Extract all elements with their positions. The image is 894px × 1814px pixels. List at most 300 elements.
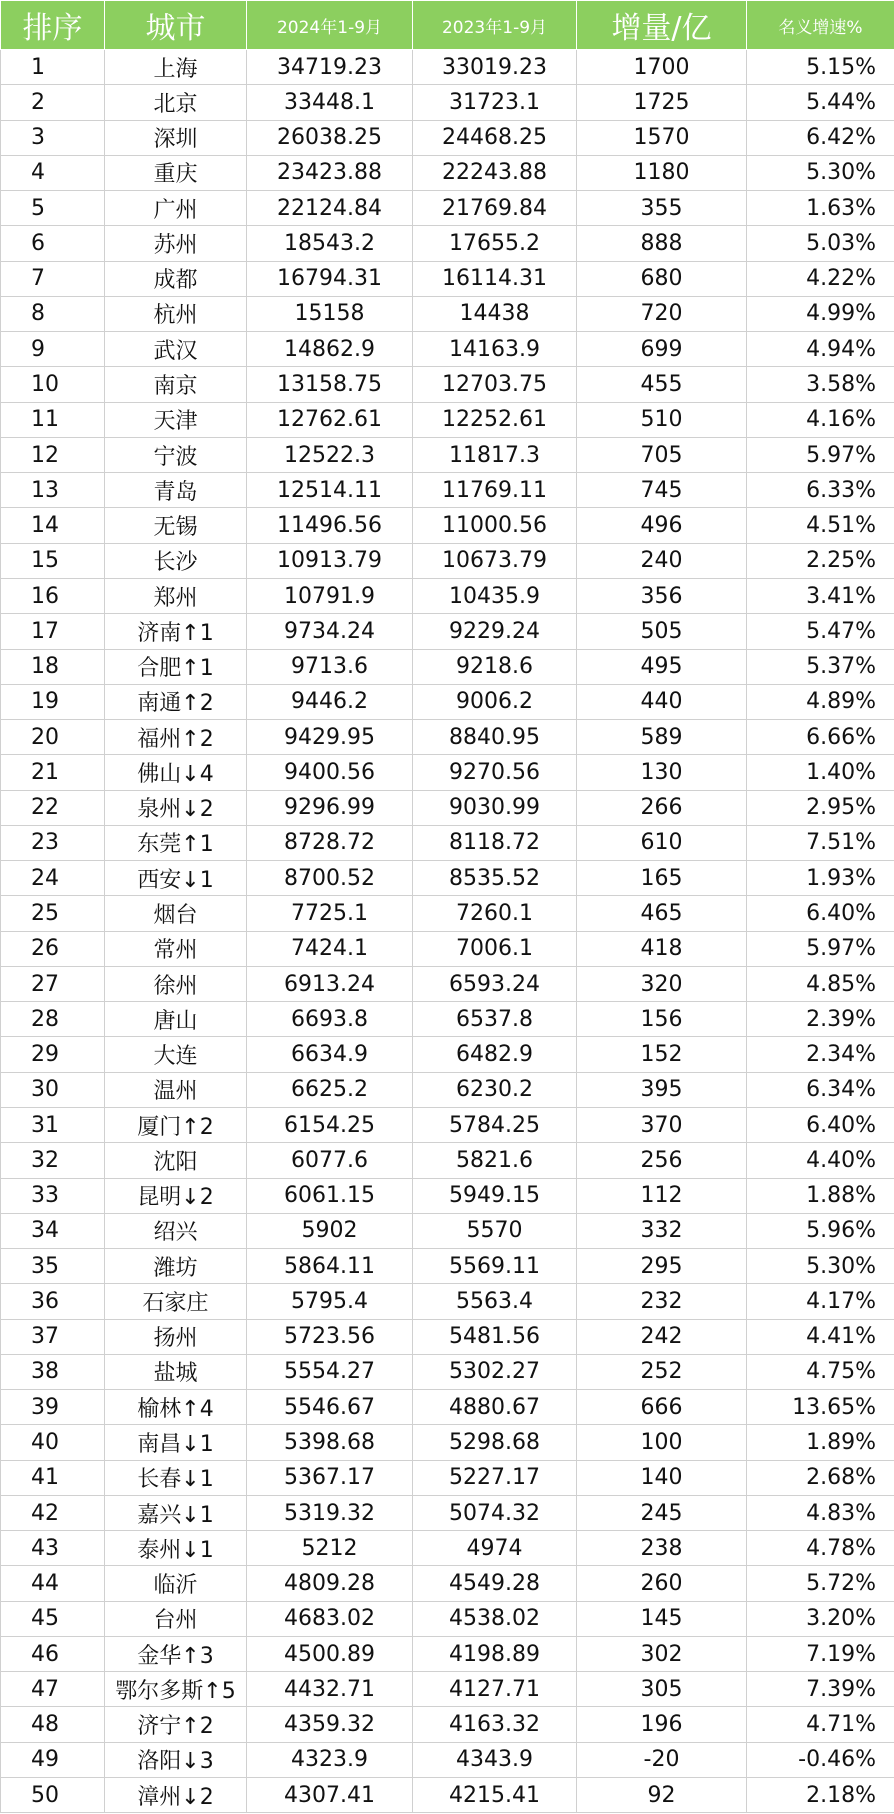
cell-growth: 1.89% (747, 1425, 894, 1460)
cell-growth: 1.63% (747, 191, 894, 226)
cell-gdp-2023: 7260.1 (413, 896, 577, 931)
cell-city: 唐山 (105, 1002, 247, 1037)
cell-gdp-2023: 17655.2 (413, 226, 577, 261)
cell-rank: 18 (1, 649, 105, 684)
cell-increment: 505 (577, 614, 747, 649)
cell-city: 郑州 (105, 578, 247, 613)
cell-city: 成都 (105, 261, 247, 296)
cell-growth: 4.89% (747, 684, 894, 719)
table-row (1, 1178, 894, 1213)
cell-increment: 455 (577, 367, 747, 402)
cell-growth: 6.66% (747, 720, 894, 755)
table-row (1, 1601, 894, 1636)
cell-increment: 699 (577, 332, 747, 367)
cell-increment: 745 (577, 473, 747, 508)
cell-city: 泰州↓1 (105, 1531, 247, 1566)
cell-growth: 4.94% (747, 332, 894, 367)
cell-city: 西安↓1 (105, 861, 247, 896)
cell-gdp-2023: 5570 (413, 1213, 577, 1248)
cell-growth: 5.30% (747, 1249, 894, 1284)
cell-gdp-2023: 8840.95 (413, 720, 577, 755)
cell-gdp-2024: 18543.2 (247, 226, 413, 261)
cell-rank: 47 (1, 1672, 105, 1707)
cell-growth: 2.34% (747, 1037, 894, 1072)
cell-increment: 242 (577, 1319, 747, 1354)
cell-increment: 238 (577, 1531, 747, 1566)
cell-rank: 25 (1, 896, 105, 931)
cell-growth: 5.97% (747, 931, 894, 966)
cell-city: 扬州 (105, 1319, 247, 1354)
cell-increment: 252 (577, 1354, 747, 1389)
cell-increment: 140 (577, 1460, 747, 1495)
cell-increment: -20 (577, 1742, 747, 1777)
cell-growth: 5.30% (747, 155, 894, 190)
cell-rank: 9 (1, 332, 105, 367)
table-row (1, 296, 894, 331)
table-row (1, 1319, 894, 1354)
cell-increment: 465 (577, 896, 747, 931)
cell-city: 南京 (105, 367, 247, 402)
cell-rank: 3 (1, 120, 105, 155)
cell-city: 长沙 (105, 543, 247, 578)
cell-rank: 48 (1, 1707, 105, 1742)
cell-gdp-2024: 5398.68 (247, 1425, 413, 1460)
table-row (1, 684, 894, 719)
cell-increment: 295 (577, 1249, 747, 1284)
table-row (1, 720, 894, 755)
cell-rank: 43 (1, 1531, 105, 1566)
table-row (1, 543, 894, 578)
cell-gdp-2023: 5298.68 (413, 1425, 577, 1460)
table-row (1, 1284, 894, 1319)
cell-rank: 10 (1, 367, 105, 402)
cell-city: 青岛 (105, 473, 247, 508)
table-row (1, 367, 894, 402)
cell-city: 厦门↑2 (105, 1107, 247, 1142)
cell-growth: 5.97% (747, 437, 894, 472)
cell-gdp-2023: 5302.27 (413, 1354, 577, 1389)
cell-rank: 27 (1, 966, 105, 1001)
cell-gdp-2024: 5212 (247, 1531, 413, 1566)
cell-gdp-2024: 14862.9 (247, 332, 413, 367)
cell-rank: 26 (1, 931, 105, 966)
cell-growth: 6.40% (747, 896, 894, 931)
cell-growth: 7.19% (747, 1636, 894, 1671)
cell-increment: 1700 (577, 50, 747, 85)
cell-rank: 6 (1, 226, 105, 261)
cell-gdp-2023: 4880.67 (413, 1390, 577, 1425)
cell-gdp-2023: 11000.56 (413, 508, 577, 543)
cell-gdp-2024: 4683.02 (247, 1601, 413, 1636)
table-row (1, 85, 894, 120)
cell-gdp-2024: 12762.61 (247, 402, 413, 437)
cell-gdp-2024: 9713.6 (247, 649, 413, 684)
cell-city: 石家庄 (105, 1284, 247, 1319)
cell-gdp-2023: 9229.24 (413, 614, 577, 649)
cell-increment: 332 (577, 1213, 747, 1248)
cell-gdp-2024: 7424.1 (247, 931, 413, 966)
cell-growth: 6.42% (747, 120, 894, 155)
table-row (1, 825, 894, 860)
cell-city: 洛阳↓3 (105, 1742, 247, 1777)
cell-increment: 145 (577, 1601, 747, 1636)
cell-growth: 1.40% (747, 755, 894, 790)
cell-gdp-2023: 5569.11 (413, 1249, 577, 1284)
cell-growth: 7.39% (747, 1672, 894, 1707)
table-row (1, 861, 894, 896)
header-2023: 2023年1-9月 (413, 1, 577, 50)
cell-gdp-2023: 8118.72 (413, 825, 577, 860)
header-growth: 名义增速% (747, 1, 894, 50)
cell-city: 潍坊 (105, 1249, 247, 1284)
cell-rank: 20 (1, 720, 105, 755)
cell-gdp-2024: 11496.56 (247, 508, 413, 543)
cell-gdp-2023: 21769.84 (413, 191, 577, 226)
cell-gdp-2023: 5481.56 (413, 1319, 577, 1354)
cell-gdp-2024: 4432.71 (247, 1672, 413, 1707)
cell-gdp-2023: 5074.32 (413, 1495, 577, 1530)
cell-city: 福州↑2 (105, 720, 247, 755)
table-row (1, 1742, 894, 1777)
cell-city: 金华↑3 (105, 1636, 247, 1671)
cell-rank: 46 (1, 1636, 105, 1671)
cell-city: 武汉 (105, 332, 247, 367)
table-row (1, 931, 894, 966)
cell-increment: 165 (577, 861, 747, 896)
cell-city: 温州 (105, 1072, 247, 1107)
cell-gdp-2024: 5795.4 (247, 1284, 413, 1319)
cell-increment: 112 (577, 1178, 747, 1213)
cell-increment: 260 (577, 1566, 747, 1601)
cell-rank: 17 (1, 614, 105, 649)
cell-gdp-2024: 6061.15 (247, 1178, 413, 1213)
cell-gdp-2023: 14163.9 (413, 332, 577, 367)
cell-growth: 4.71% (747, 1707, 894, 1742)
cell-growth: 2.39% (747, 1002, 894, 1037)
cell-city: 宁波 (105, 437, 247, 472)
cell-growth: 3.58% (747, 367, 894, 402)
table-row (1, 755, 894, 790)
cell-gdp-2023: 4549.28 (413, 1566, 577, 1601)
cell-gdp-2023: 9030.99 (413, 790, 577, 825)
table-row (1, 120, 894, 155)
table-row (1, 1143, 894, 1178)
cell-gdp-2023: 4163.32 (413, 1707, 577, 1742)
header-row (1, 1, 894, 50)
cell-gdp-2024: 5902 (247, 1213, 413, 1248)
cell-increment: 510 (577, 402, 747, 437)
cell-increment: 320 (577, 966, 747, 1001)
cell-gdp-2023: 9006.2 (413, 684, 577, 719)
cell-city: 鄂尔多斯↑5 (105, 1672, 247, 1707)
cell-increment: 232 (577, 1284, 747, 1319)
cell-increment: 130 (577, 755, 747, 790)
cell-increment: 245 (577, 1495, 747, 1530)
cell-growth: 6.34% (747, 1072, 894, 1107)
cell-rank: 50 (1, 1778, 105, 1813)
cell-rank: 1 (1, 50, 105, 85)
table-row (1, 649, 894, 684)
cell-growth: 5.15% (747, 50, 894, 85)
cell-growth: 6.40% (747, 1107, 894, 1142)
cell-city: 漳州↓2 (105, 1778, 247, 1813)
cell-gdp-2024: 6625.2 (247, 1072, 413, 1107)
cell-city: 榆林↑4 (105, 1390, 247, 1425)
cell-growth: 4.41% (747, 1319, 894, 1354)
cell-gdp-2023: 8535.52 (413, 861, 577, 896)
cell-growth: 4.78% (747, 1531, 894, 1566)
cell-city: 北京 (105, 85, 247, 120)
cell-city: 南通↑2 (105, 684, 247, 719)
cell-rank: 30 (1, 1072, 105, 1107)
cell-gdp-2023: 5821.6 (413, 1143, 577, 1178)
table-row (1, 332, 894, 367)
cell-increment: 302 (577, 1636, 747, 1671)
cell-gdp-2024: 5546.67 (247, 1390, 413, 1425)
cell-gdp-2023: 6230.2 (413, 1072, 577, 1107)
cell-growth: 4.16% (747, 402, 894, 437)
cell-city: 广州 (105, 191, 247, 226)
cell-gdp-2024: 4323.9 (247, 1742, 413, 1777)
cell-city: 昆明↓2 (105, 1178, 247, 1213)
table-row (1, 790, 894, 825)
table-row (1, 1425, 894, 1460)
cell-growth: 6.33% (747, 473, 894, 508)
cell-gdp-2024: 8728.72 (247, 825, 413, 860)
cell-rank: 15 (1, 543, 105, 578)
cell-growth: 4.99% (747, 296, 894, 331)
cell-gdp-2023: 6537.8 (413, 1002, 577, 1037)
table-row (1, 1037, 894, 1072)
cell-city: 济南↑1 (105, 614, 247, 649)
cell-increment: 888 (577, 226, 747, 261)
cell-gdp-2023: 16114.31 (413, 261, 577, 296)
cell-growth: 4.17% (747, 1284, 894, 1319)
cell-city: 嘉兴↓1 (105, 1495, 247, 1530)
table-row (1, 50, 894, 85)
cell-rank: 13 (1, 473, 105, 508)
cell-increment: 240 (577, 543, 747, 578)
cell-rank: 37 (1, 1319, 105, 1354)
cell-growth: 1.88% (747, 1178, 894, 1213)
cell-growth: 3.41% (747, 578, 894, 613)
cell-gdp-2023: 12252.61 (413, 402, 577, 437)
cell-gdp-2024: 5864.11 (247, 1249, 413, 1284)
cell-gdp-2023: 4198.89 (413, 1636, 577, 1671)
cell-rank: 11 (1, 402, 105, 437)
cell-increment: 395 (577, 1072, 747, 1107)
header-2024: 2024年1-9月 (247, 1, 413, 50)
cell-gdp-2024: 4359.32 (247, 1707, 413, 1742)
cell-rank: 7 (1, 261, 105, 296)
cell-rank: 22 (1, 790, 105, 825)
cell-city: 苏州 (105, 226, 247, 261)
cell-gdp-2023: 6482.9 (413, 1037, 577, 1072)
table-row (1, 1249, 894, 1284)
table-row (1, 155, 894, 190)
cell-rank: 34 (1, 1213, 105, 1248)
cell-growth: 3.20% (747, 1601, 894, 1636)
cell-gdp-2023: 4538.02 (413, 1601, 577, 1636)
cell-gdp-2024: 5554.27 (247, 1354, 413, 1389)
cell-increment: 680 (577, 261, 747, 296)
cell-city: 深圳 (105, 120, 247, 155)
cell-increment: 305 (577, 1672, 747, 1707)
cell-gdp-2024: 5367.17 (247, 1460, 413, 1495)
cell-increment: 356 (577, 578, 747, 613)
cell-city: 泉州↓2 (105, 790, 247, 825)
cell-gdp-2024: 12514.11 (247, 473, 413, 508)
table-row (1, 1495, 894, 1530)
cell-growth: 4.85% (747, 966, 894, 1001)
cell-city: 上海 (105, 50, 247, 85)
cell-gdp-2023: 31723.1 (413, 85, 577, 120)
cell-rank: 44 (1, 1566, 105, 1601)
cell-increment: 720 (577, 296, 747, 331)
cell-increment: 440 (577, 684, 747, 719)
table-row (1, 578, 894, 613)
cell-gdp-2024: 4809.28 (247, 1566, 413, 1601)
cell-city: 南昌↓1 (105, 1425, 247, 1460)
cell-gdp-2024: 7725.1 (247, 896, 413, 931)
table-row (1, 1707, 894, 1742)
cell-city: 烟台 (105, 896, 247, 931)
cell-rank: 36 (1, 1284, 105, 1319)
cell-increment: 418 (577, 931, 747, 966)
cell-increment: 156 (577, 1002, 747, 1037)
cell-rank: 2 (1, 85, 105, 120)
cell-increment: 152 (577, 1037, 747, 1072)
cell-gdp-2024: 6077.6 (247, 1143, 413, 1178)
cell-city: 盐城 (105, 1354, 247, 1389)
cell-growth: 5.37% (747, 649, 894, 684)
cell-city: 济宁↑2 (105, 1707, 247, 1742)
cell-gdp-2023: 5949.15 (413, 1178, 577, 1213)
cell-city: 台州 (105, 1601, 247, 1636)
header-rank: 排序 (1, 1, 105, 50)
cell-increment: 92 (577, 1778, 747, 1813)
cell-gdp-2024: 34719.23 (247, 50, 413, 85)
cell-gdp-2023: 24468.25 (413, 120, 577, 155)
cell-increment: 610 (577, 825, 747, 860)
cell-rank: 29 (1, 1037, 105, 1072)
cell-rank: 12 (1, 437, 105, 472)
cell-increment: 589 (577, 720, 747, 755)
cell-city: 大连 (105, 1037, 247, 1072)
cell-rank: 31 (1, 1107, 105, 1142)
cell-increment: 1180 (577, 155, 747, 190)
cell-growth: 2.68% (747, 1460, 894, 1495)
header-increment: 增量/亿 (577, 1, 747, 50)
cell-growth: 5.47% (747, 614, 894, 649)
cell-growth: 2.25% (747, 543, 894, 578)
cell-rank: 5 (1, 191, 105, 226)
cell-gdp-2024: 9446.2 (247, 684, 413, 719)
cell-city: 临沂 (105, 1566, 247, 1601)
cell-gdp-2023: 33019.23 (413, 50, 577, 85)
cell-rank: 33 (1, 1178, 105, 1213)
cell-gdp-2024: 8700.52 (247, 861, 413, 896)
cell-gdp-2024: 26038.25 (247, 120, 413, 155)
cell-increment: 666 (577, 1390, 747, 1425)
cell-increment: 705 (577, 437, 747, 472)
cell-growth: 5.96% (747, 1213, 894, 1248)
table-row (1, 226, 894, 261)
table-row (1, 1213, 894, 1248)
cell-gdp-2024: 5319.32 (247, 1495, 413, 1530)
table-row (1, 1460, 894, 1495)
table-row (1, 261, 894, 296)
cell-gdp-2023: 11817.3 (413, 437, 577, 472)
cell-rank: 16 (1, 578, 105, 613)
cell-growth: 5.03% (747, 226, 894, 261)
cell-gdp-2023: 4343.9 (413, 1742, 577, 1777)
cell-gdp-2024: 12522.3 (247, 437, 413, 472)
cell-increment: 266 (577, 790, 747, 825)
cell-gdp-2023: 6593.24 (413, 966, 577, 1001)
cell-rank: 41 (1, 1460, 105, 1495)
cell-growth: 13.65% (747, 1390, 894, 1425)
table-row (1, 1390, 894, 1425)
cell-gdp-2024: 6693.8 (247, 1002, 413, 1037)
table-row (1, 1566, 894, 1601)
cell-gdp-2024: 10791.9 (247, 578, 413, 613)
cell-rank: 40 (1, 1425, 105, 1460)
table-row (1, 402, 894, 437)
cell-gdp-2023: 9218.6 (413, 649, 577, 684)
cell-growth: 4.40% (747, 1143, 894, 1178)
cell-rank: 14 (1, 508, 105, 543)
cell-rank: 24 (1, 861, 105, 896)
cell-gdp-2023: 4215.41 (413, 1778, 577, 1813)
table-row (1, 896, 894, 931)
cell-rank: 39 (1, 1390, 105, 1425)
cell-gdp-2024: 4500.89 (247, 1636, 413, 1671)
cell-gdp-2024: 5723.56 (247, 1319, 413, 1354)
cell-gdp-2023: 5227.17 (413, 1460, 577, 1495)
cell-city: 长春↓1 (105, 1460, 247, 1495)
cell-growth: 4.22% (747, 261, 894, 296)
table-row (1, 191, 894, 226)
cell-gdp-2023: 7006.1 (413, 931, 577, 966)
cell-gdp-2024: 9429.95 (247, 720, 413, 755)
cell-growth: 5.44% (747, 85, 894, 120)
cell-increment: 256 (577, 1143, 747, 1178)
cell-rank: 8 (1, 296, 105, 331)
cell-gdp-2024: 9296.99 (247, 790, 413, 825)
cell-increment: 496 (577, 508, 747, 543)
cell-rank: 49 (1, 1742, 105, 1777)
cell-increment: 1570 (577, 120, 747, 155)
cell-increment: 370 (577, 1107, 747, 1142)
cell-gdp-2023: 14438 (413, 296, 577, 331)
cell-gdp-2023: 10435.9 (413, 578, 577, 613)
cell-increment: 196 (577, 1707, 747, 1742)
cell-gdp-2024: 10913.79 (247, 543, 413, 578)
cell-city: 东莞↑1 (105, 825, 247, 860)
cell-growth: 5.72% (747, 1566, 894, 1601)
table-row (1, 1002, 894, 1037)
cell-gdp-2023: 4127.71 (413, 1672, 577, 1707)
cell-increment: 495 (577, 649, 747, 684)
table-row (1, 437, 894, 472)
cell-gdp-2024: 9734.24 (247, 614, 413, 649)
cell-gdp-2023: 22243.88 (413, 155, 577, 190)
table-row (1, 1636, 894, 1671)
cell-rank: 28 (1, 1002, 105, 1037)
cell-gdp-2023: 12703.75 (413, 367, 577, 402)
cell-growth: 4.83% (747, 1495, 894, 1530)
